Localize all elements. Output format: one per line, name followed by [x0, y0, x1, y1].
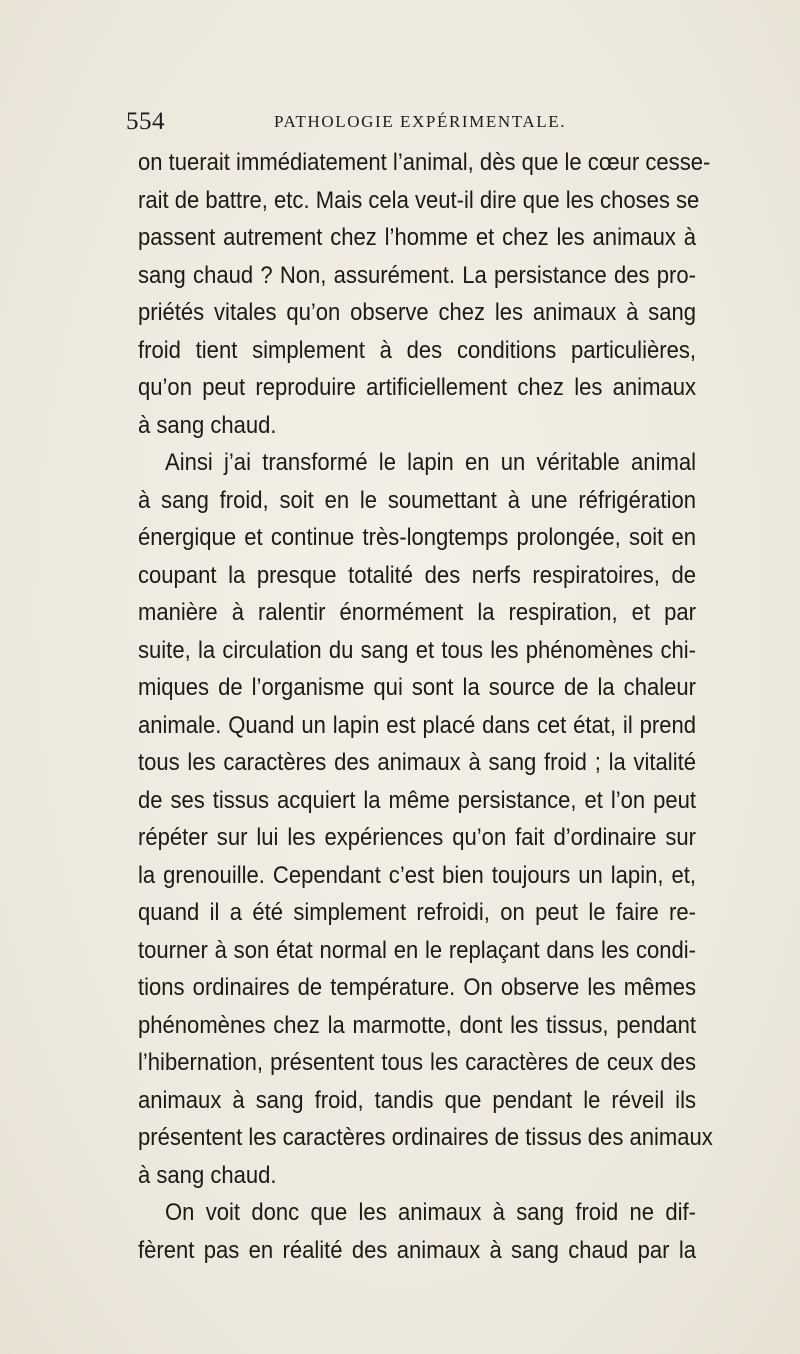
text-line: on tuerait immédiatement l’animal, dès que le cœur cesse- — [138, 149, 711, 176]
running-title: PATHOLOGIE EXPÉRIMENTALE. — [274, 112, 567, 131]
text-line: tions ordinaires de température. On observe les mêmes — [138, 974, 696, 1001]
text-line: tourner à son état normal en le replaçant dans les condi- — [138, 936, 696, 964]
page-number: 554 — [126, 108, 165, 135]
text-line: priétés vitales qu’on observe chez les animaux à sang — [138, 299, 696, 326]
text-line: froid tient simplement à des conditions particulières, — [138, 336, 696, 364]
text-line: sang chaud ? Non, assurément. La persistance des pro- — [138, 261, 696, 289]
text-line: à sang chaud. — [138, 411, 277, 439]
paragraph-start-line: Ainsi j’ai transformé le lapin en un véritable animal — [165, 449, 696, 476]
text-line: suite, la circulation du sang et tous les phénomènes chi- — [138, 636, 696, 664]
text-line: présentent les caractères ordinaires de tissus des animaux — [138, 1124, 713, 1151]
text-line: la grenouille. Cependant c’est bien toujours un lapin, et, — [138, 861, 696, 889]
text-line: manière à ralentir énormément la respiration, et par — [138, 599, 696, 626]
text-line: énergique et continue très-longtemps prolongée, soit en — [138, 524, 696, 551]
text-line: répéter sur lui les expériences qu’on fait d’ordinaire sur — [138, 824, 696, 851]
text-line: phénomènes chez la marmotte, dont les tissus, pendant — [138, 1011, 696, 1039]
text-line: l’hibernation, présentent tous les caractères de ceux des — [138, 1049, 696, 1076]
text-line: coupant la presque totalité des nerfs respiratoires, de — [138, 561, 696, 589]
text-line: tous les caractères des animaux à sang froid ; la vitalité — [138, 749, 696, 776]
text-line: à sang chaud. — [138, 1161, 277, 1189]
text-line: qu’on peut reproduire artificiellement chez les animaux — [138, 374, 696, 401]
text-line: de ses tissus acquiert la même persistance, et l’on peut — [138, 786, 696, 814]
text-line: quand il a été simplement refroidi, on peut le faire re- — [138, 899, 696, 926]
text-line: miques de l’organisme qui sont la source de la chaleur — [138, 674, 696, 701]
text-line: rait de battre, etc. Mais cela veut-il dire que les choses se — [138, 186, 700, 214]
text-line: animale. Quand un lapin est placé dans cet état, il prend — [138, 711, 696, 739]
paragraph-start-line: On voit donc que les animaux à sang froid ne dif- — [165, 1199, 696, 1226]
text-line: à sang froid, soit en le soumettant à une réfrigération — [138, 486, 696, 514]
text-line: fèrent pas en réalité des animaux à sang chaud par la — [138, 1236, 696, 1264]
body-text — [138, 144, 713, 1269]
text-line: animaux à sang froid, tandis que pendant le réveil ils — [138, 1086, 696, 1114]
text-line: passent autrement chez l’homme et chez les animaux à — [138, 224, 696, 251]
running-header — [126, 108, 726, 138]
